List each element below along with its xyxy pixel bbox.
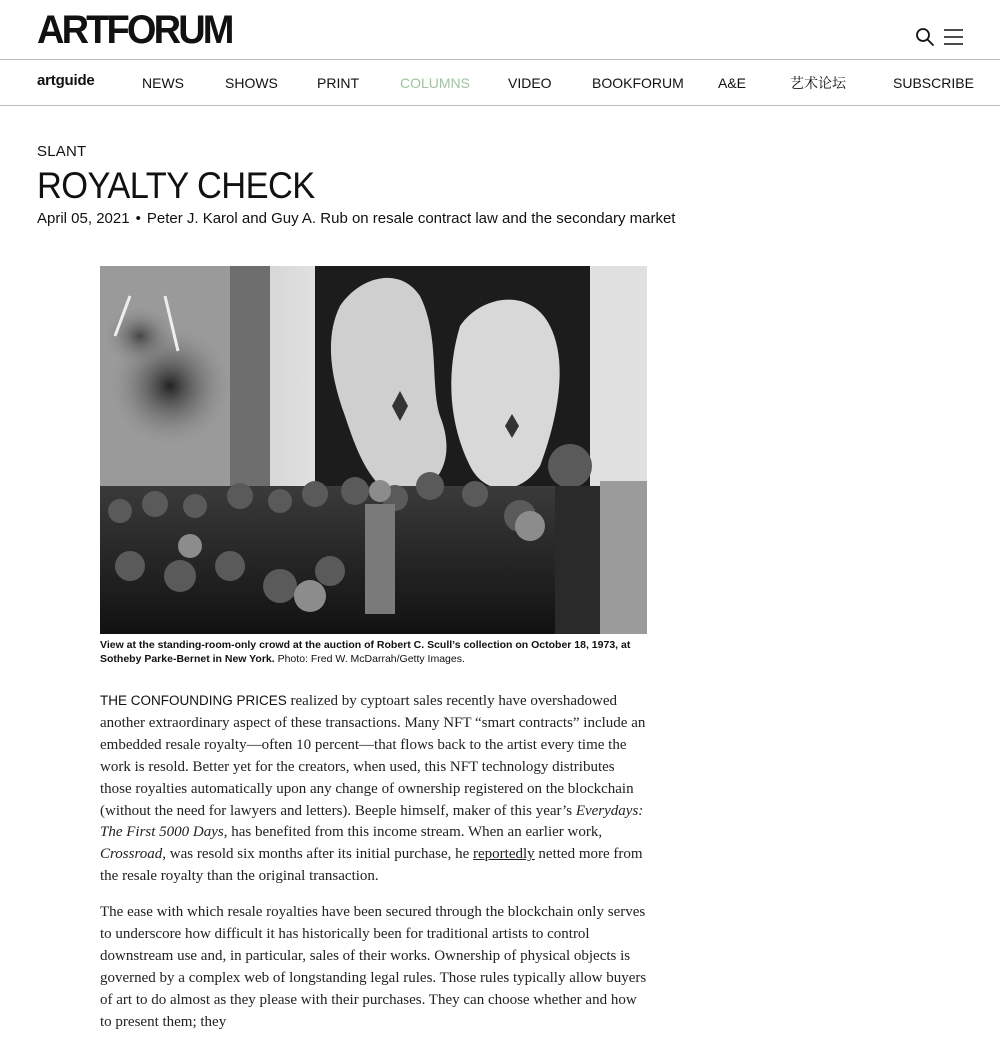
article-dek [37, 210, 675, 228]
article-date: April 05, 2021 [37, 210, 130, 227]
paragraph-text: netted more from the resale royalty than the original transaction. [100, 846, 643, 885]
paragraph-2: The ease with which resale royalties have been secured through the blockchain only serves to underscore how difficult it has historically been for traditional artists to control downstream use and, in particular, sales of their works. Ownership of physical objects is governed by a complex web of longstanding legal rules. Those rules typically allow buyers of art to do almost as they please with their purchases. They can choose whether and how to present them; they [100, 904, 647, 1030]
photo-caption [100, 639, 660, 666]
nav-columns[interactable]: COLUMNS [400, 75, 471, 91]
paragraph-text: realized by cyptoart sales recently have overshadowed another extraordinary aspect of these transactions. Many NFT “smart contracts” include an embedded resale royalty—often 10 percent—that flows back to the artist every time the work is resold. Better yet for the creators, when used, this NFT technology distributes those royalties automatically upon any change of ownership registered on the blockchain (without the need for lawyers and letters). Beeple himself, maker of this year’s [100, 693, 646, 819]
nav-artforum-china[interactable]: 艺术论坛 [790, 75, 846, 91]
separator-bullet: • [135, 210, 141, 227]
lead-in: THE CONFOUNDING PRICES [100, 693, 287, 708]
nav-bookforum[interactable]: BOOKFORUM [592, 75, 684, 91]
hamburger-menu-icon[interactable] [944, 28, 963, 46]
reportedly-link[interactable]: reportedly [473, 846, 535, 863]
search-icon[interactable] [915, 27, 935, 47]
article-summary: Peter J. Karol and Guy A. Rub on resale contract law and the secondary market [146, 210, 676, 227]
caption-credit: Photo: Fred W. McDarrah/Getty Images. [274, 652, 465, 665]
nav-artguide[interactable]: artguide [37, 72, 95, 89]
nav-a-and-e[interactable]: A&E [718, 75, 747, 91]
nav-shows[interactable]: SHOWS [225, 75, 278, 91]
article-photo [100, 266, 647, 634]
nav-print[interactable]: PRINT [317, 75, 359, 91]
main-nav [0, 60, 1000, 106]
section-kicker[interactable]: SLANT [37, 143, 87, 160]
paragraph-text: , has benefited from this income stream. When an earlier work, [223, 824, 603, 841]
article-title: ROYALTY CHECK [37, 165, 315, 206]
article-body [100, 690, 650, 1048]
nav-subscribe[interactable]: SUBSCRIBE [893, 75, 974, 91]
nav-news[interactable]: NEWS [142, 75, 184, 91]
artwork-title: Crossroad [100, 846, 163, 863]
artwork-title: Everydays: The First 5000 Days [100, 802, 644, 841]
masthead [0, 0, 1000, 60]
artforum-logo[interactable]: ARTFORUM [37, 8, 232, 52]
nav-video[interactable]: VIDEO [508, 75, 552, 91]
caption-text: View at the standing-room-only crowd at the auction of Robert C. Scull’s collection on October 18, 1973, at Sotheby Parke-Bernet in New York. [100, 639, 631, 665]
paragraph-1 [100, 690, 650, 888]
paragraph-text: , was resold six months after its initial purchase, he [162, 846, 474, 863]
